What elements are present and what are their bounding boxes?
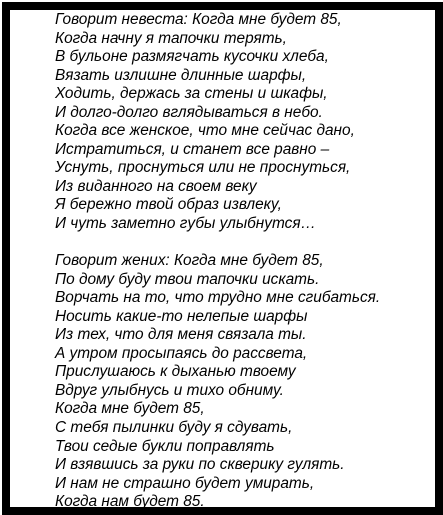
poem-line: Говорит невеста: Когда мне будет 85, <box>55 11 342 28</box>
poem-line: Когда все женское, что мне сейчас дано, <box>55 122 355 140</box>
poem-line: Носить какие-то нелепые шарфы <box>55 307 308 325</box>
poem-line: Истратиться, и станет все равно – <box>55 140 330 158</box>
poem-line: Вдруг улыбнусь и тихо обниму. <box>55 381 284 399</box>
poem-line: И долго-долго вглядываться в небо. <box>55 103 323 121</box>
poem-line: По дому буду твои тапочки искать. <box>55 270 320 288</box>
poem-line: Из тех, что для меня связала ты. <box>55 326 307 344</box>
poem-line: Ворчать на то, что трудно мне сгибаться. <box>55 289 381 307</box>
poem-line: Уснуть, проснуться или не проснуться, <box>55 159 351 177</box>
poem-line: И взявшись за руки по скверику гулять. <box>55 456 345 474</box>
poem-line: Из виданного на своем веку <box>55 177 257 195</box>
poem-line: А утром просыпаясь до рассвета, <box>55 344 308 362</box>
poem-line: И нам не страшно будет умирать, <box>55 474 315 492</box>
poem-line: Говорит жених: Когда мне будет 85, <box>55 252 324 270</box>
poem-line: И чуть заметно губы улыбнутся… <box>55 215 316 233</box>
poem-line: Прислушаюсь к дыханью твоему <box>55 363 296 381</box>
poem-line: Когда мне будет 85, <box>55 400 205 418</box>
poem-line: Когда начну я тапочки терять, <box>55 29 287 47</box>
poem-line: С тебя пылинки буду я сдувать, <box>55 419 293 437</box>
poem-line: В бульоне размягчать кусочки хлеба, <box>55 48 329 66</box>
stanza-groom <box>55 252 430 512</box>
stanza-divider <box>55 234 430 253</box>
stanza-bride <box>55 11 430 234</box>
poem-line: Твои седые букли поправлять <box>55 437 275 455</box>
poem-line: Я бережно твой образ извлеку, <box>55 196 282 214</box>
poem-line: Ходить, держась за стены и шкафы, <box>55 85 328 103</box>
poem-line: Когда нам будет 85. <box>55 493 205 511</box>
poem-frame <box>2 2 443 515</box>
poem-text <box>55 11 430 512</box>
poem-line: Вязать излишне длинные шарфы, <box>55 66 307 84</box>
